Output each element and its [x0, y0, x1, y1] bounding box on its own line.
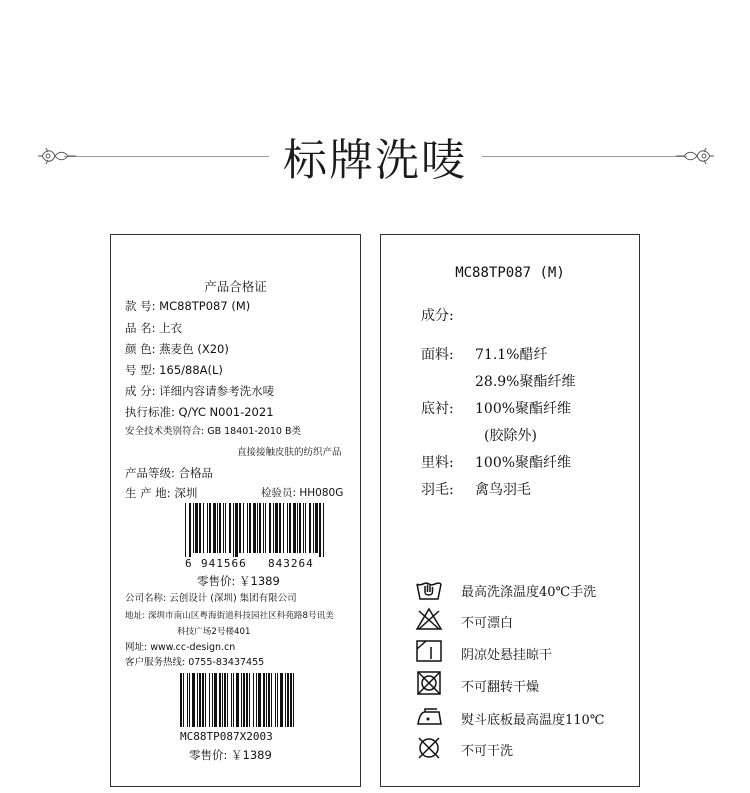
barcode-bar	[293, 503, 296, 553]
ean-barcode	[183, 503, 328, 563]
product-size: 号 型: 165/88A(L)	[125, 363, 223, 377]
fabric-composition-2: 28.9%聚酯纤维	[475, 374, 576, 390]
barcode-bar	[247, 503, 248, 553]
barcode-bar	[229, 503, 231, 553]
barcode-bar	[257, 503, 258, 553]
barcode-bar	[193, 503, 194, 553]
barcode-bar	[202, 673, 204, 727]
barcode-digits-group1: 941566	[201, 557, 247, 570]
inner-label: 里料:	[421, 455, 454, 471]
care-text-hand-wash: 最高洗涤温度40℃手洗	[461, 585, 597, 600]
barcode-bar	[223, 503, 224, 553]
barcode-bar	[279, 503, 281, 553]
care-text-iron: 熨斗底板最高温度110℃	[461, 713, 605, 728]
product-color: 颜 色: 燕麦色 (X20)	[125, 342, 229, 356]
retail-price-bottom: 零售价: ￥1389	[189, 748, 272, 762]
code128-barcode	[178, 673, 298, 729]
barcode-bar	[203, 503, 204, 553]
barcode-bar	[243, 503, 244, 553]
product-composition: 成 分: 详细内容请参考洗水唛	[125, 384, 275, 398]
fabric-composition-1: 71.1%醋纤	[475, 347, 548, 363]
barcode-bar	[280, 673, 283, 727]
barcode-bar	[187, 673, 188, 727]
barcode-bar	[236, 673, 239, 727]
barcode-bar	[299, 503, 301, 553]
barcode-bar	[290, 673, 292, 727]
barcode-bar	[268, 673, 270, 727]
barcode-bar	[183, 673, 184, 727]
barcode-bar	[217, 503, 218, 553]
barcode-bar	[233, 503, 234, 557]
lining-composition-2: (胶除外)	[484, 428, 537, 444]
barcode-bar	[263, 503, 264, 553]
feather-label: 羽毛:	[421, 482, 454, 498]
barcode-bar	[225, 503, 226, 553]
barcode-bar	[275, 673, 276, 727]
company-name: 公司名称: 云创设计 (深圳) 集团有限公司	[125, 593, 297, 604]
no-bleach-icon	[415, 607, 443, 631]
composition-label: 成分:	[421, 308, 454, 324]
address-line1: 地址: 深圳市南山区粤海街道科技园社区科苑路8号讯美	[125, 611, 334, 621]
no-dry-clean-icon	[415, 736, 443, 760]
barcode-bar	[243, 673, 245, 727]
barcode-bar	[253, 503, 256, 553]
page-title: 标牌洗唛	[283, 135, 467, 186]
barcode-bar	[297, 503, 298, 553]
address-line2: 科技广场2号楼401	[177, 627, 251, 637]
barcode2-code: MC88TP087X2003	[180, 730, 273, 743]
barcode-bar	[285, 673, 286, 727]
iron-icon	[415, 704, 443, 728]
barcode-bar	[259, 503, 261, 553]
lining-label: 底衬:	[421, 401, 454, 417]
barcode-bar	[249, 673, 250, 727]
care-text-no-dry-clean: 不可干洗	[461, 744, 514, 759]
barcode-bar	[249, 503, 251, 553]
production-origin: 生 产 地: 深圳	[125, 486, 198, 500]
safety-category: 安全技术类别符合: GB 18401-2010 B类	[125, 426, 301, 437]
barcode-bar	[212, 673, 213, 727]
barcode-bar	[192, 673, 195, 727]
barcode-bar	[219, 673, 221, 727]
barcode-bar	[241, 673, 242, 727]
barcode-bar	[185, 503, 186, 557]
inner-composition-1: 100%聚酯纤维	[475, 455, 572, 471]
barcode-bar	[305, 503, 306, 553]
barcode-bar	[265, 503, 266, 553]
barcode-bar	[271, 673, 272, 727]
barcode-bar	[213, 503, 216, 553]
barcode-bar	[269, 503, 271, 553]
certificate-tag	[110, 234, 361, 787]
barcode-bar	[235, 503, 238, 557]
barcode-bar	[214, 673, 217, 727]
feather-composition: 禽鸟羽毛	[475, 482, 531, 498]
wash-care-tag	[380, 234, 640, 787]
barcode-bar	[205, 673, 206, 727]
barcode-bar	[256, 673, 257, 727]
barcode-bar	[233, 673, 234, 727]
certificate-heading: 产品合格证	[204, 279, 267, 294]
barcode-bar	[315, 503, 318, 553]
barcode-bar	[253, 673, 254, 727]
barcode-bar	[199, 673, 201, 727]
barcode-bar	[224, 673, 226, 727]
barcode-bar	[323, 503, 324, 557]
barcode-bar	[287, 503, 288, 553]
care-text-line-dry: 阴凉处悬挂晾干	[461, 648, 553, 663]
barcode-bar	[195, 503, 198, 553]
barcode-bar	[293, 673, 294, 727]
no-tumble-dry-icon	[415, 671, 443, 695]
retail-price: 零售价: ￥1389	[197, 574, 280, 588]
barcode-bar	[273, 503, 274, 553]
line-dry-shade-icon	[415, 639, 443, 663]
barcode-bar	[219, 503, 221, 553]
barcode-bar	[199, 503, 201, 553]
website: 网址: www.cc-design.cn	[125, 642, 236, 653]
barcode-bar	[313, 503, 314, 553]
barcode-bar	[266, 673, 267, 727]
standard: 执行标准: Q/YC N001-2021	[125, 405, 274, 419]
barcode-bar	[287, 673, 289, 727]
product-name: 品 名: 上衣	[125, 321, 183, 335]
barcode-bar	[189, 503, 191, 557]
barcode-bar	[227, 673, 228, 727]
inspector: 检验员: HH080G	[261, 487, 344, 499]
model-number: MC88TP087 (M)	[455, 265, 565, 281]
barcode-bar	[197, 673, 198, 727]
barcode-bar	[283, 503, 284, 553]
barcode-bar	[180, 673, 182, 727]
care-text-no-tumble: 不可翻转干燥	[461, 680, 540, 695]
safety-note: 直接接触皮肤的纺织产品	[237, 447, 342, 458]
barcode-bar	[275, 503, 278, 553]
barcode-bar	[319, 503, 321, 557]
barcode-bar	[239, 503, 241, 553]
barcode-bar	[207, 503, 208, 553]
barcode-bar	[231, 673, 232, 727]
barcode-bar	[209, 673, 210, 727]
barcode-bar	[258, 673, 261, 727]
style-number: 款 号: MC88TP087 (M)	[125, 299, 251, 313]
barcode-digits-group2: 843264	[268, 557, 314, 570]
barcode-bar	[263, 673, 265, 727]
fabric-label: 面料:	[421, 347, 454, 363]
lining-composition-1: 100%聚酯纤维	[475, 401, 572, 417]
hand-wash-icon	[415, 578, 443, 602]
barcode-digit-lead: 6	[185, 557, 192, 570]
barcode-bar	[289, 503, 291, 553]
product-grade: 产品等级: 合格品	[125, 466, 214, 480]
barcode-bar	[309, 503, 311, 553]
service-hotline: 客户服务热线: 0755-83437455	[125, 657, 265, 668]
care-text-no-bleach: 不可漂白	[461, 616, 514, 631]
barcode-bar	[209, 503, 211, 553]
barcode-bar	[246, 673, 248, 727]
barcode-bar	[222, 673, 223, 727]
barcode-bar	[303, 503, 304, 553]
barcode-bar	[189, 673, 190, 727]
barcode-bar	[277, 673, 278, 727]
